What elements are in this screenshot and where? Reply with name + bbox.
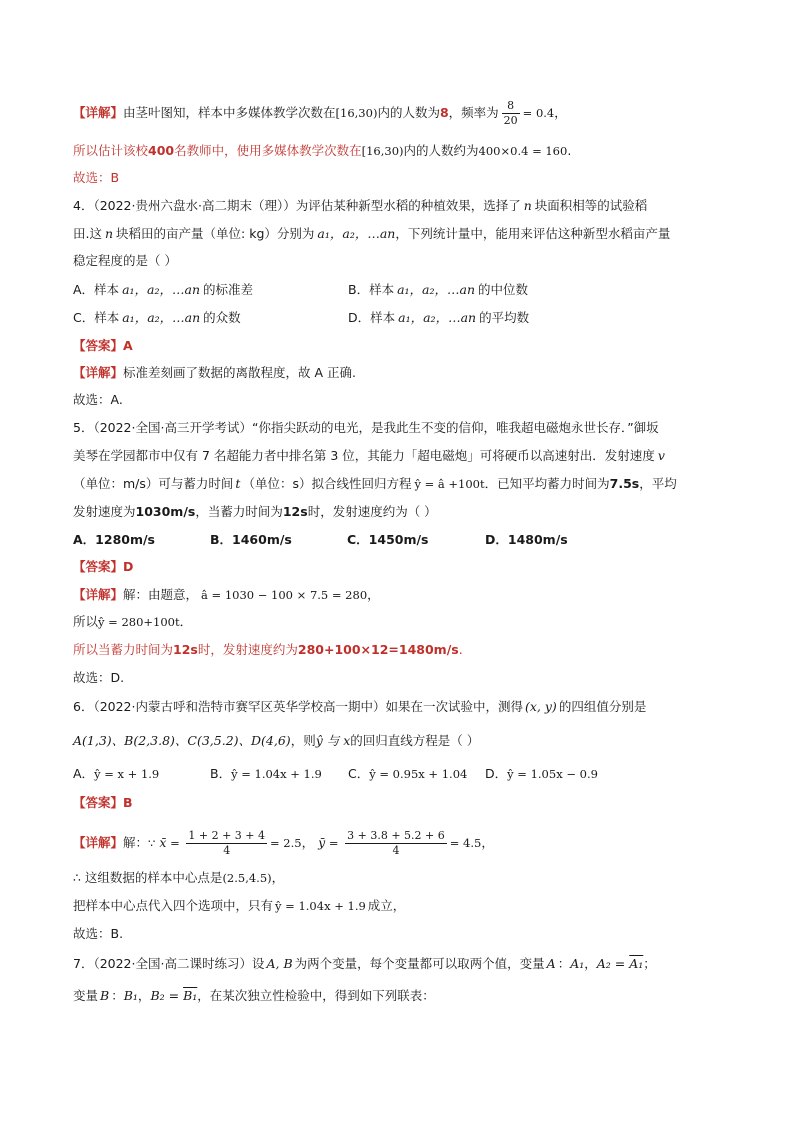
label: C．样本: [73, 310, 120, 325]
q5-line-4: [73, 502, 437, 522]
sequence: a₁，a₂，…an: [122, 310, 201, 325]
text: ，平均: [639, 476, 677, 491]
text: ．已知平均蓄力时间为: [484, 476, 610, 491]
q6-choose: 故选：B.: [73, 926, 124, 941]
q4-line-1: [73, 196, 647, 216]
denominator: 4: [392, 844, 400, 857]
q5-line-2: [73, 446, 665, 466]
text: 发射速度为: [73, 504, 136, 519]
regression-equation: ŷ = â +100t: [414, 477, 485, 491]
q4-detail: [73, 363, 356, 383]
choose-line: 故选：B: [73, 170, 120, 185]
result: 280+100×12=1480m/s: [297, 642, 459, 657]
q6-option-c[interactable]: [348, 764, 467, 784]
text: 的四组值分别是: [558, 699, 647, 714]
equation: ŷ = 1.04x + 1.9: [275, 899, 366, 913]
sequence: a₁，a₂，…an: [122, 282, 200, 297]
x-mean-fraction: [186, 829, 267, 858]
q4-answer: [73, 336, 133, 356]
q4-option-a[interactable]: [73, 280, 253, 300]
text: ，在某次独立性检验中，得到如下列联表：: [197, 988, 435, 1003]
q5-line-3: [73, 474, 677, 494]
equation: ŷ = 0.95x + 1.04: [369, 767, 468, 781]
q6-substitute: [73, 896, 405, 916]
text: 所以当蓄力时间为: [73, 642, 174, 657]
a1-bar: A₁: [629, 956, 644, 971]
punct: .: [567, 143, 572, 158]
y-mean-fraction: [345, 829, 447, 858]
x-mean: x̄: [159, 835, 167, 850]
text: 变量: [73, 988, 99, 1003]
q5-answer: [73, 557, 133, 577]
y-mean-result: = 4.5: [449, 836, 482, 850]
text: 田.这: [73, 226, 102, 241]
text: （单位：m/s）可与蓄力时间: [73, 476, 234, 491]
text: ，则: [290, 733, 316, 748]
detail-tag: 【详解】: [73, 835, 124, 850]
text: 块面积相等的试验稻: [534, 198, 648, 213]
text: 的众数: [203, 310, 241, 325]
avg-time: 7.5s: [609, 476, 640, 491]
q6-detail: 【详解】解：∵ x̄ = $\frac{1 + 2 + 3 + 4}{4}$ = 2.5， ȳ = $\frac{3 + 3.8 + 5.2 + 6}{4}$ = 4.5，: [73, 829, 494, 857]
answer-tag: 【答案】: [73, 559, 124, 574]
yx: ŷ 与 x: [315, 733, 351, 748]
text: 7．（2022·全国·高二课时练习）设: [73, 956, 265, 971]
text: 名教师中，使用多媒体教学次数在: [174, 143, 362, 158]
text: 所以估计该校: [73, 143, 149, 158]
numerator: 3 + 3.8 + 5.2 + 6: [347, 829, 445, 842]
text: （单位：s）拟合线性回归方程: [242, 476, 412, 491]
var-v: v: [657, 448, 665, 463]
denominator: 4: [223, 844, 231, 857]
a1: A₁: [570, 956, 585, 971]
label: B．: [210, 766, 232, 781]
var-n: n: [523, 198, 532, 213]
q5-choose: 故选：D.: [73, 670, 125, 685]
text: 的标准差: [203, 282, 254, 297]
detail-tag: 【详解】: [73, 105, 124, 120]
text: 成立，: [367, 898, 406, 913]
x-mean-result: = 2.5: [270, 836, 302, 850]
b1: B₁: [123, 988, 138, 1003]
numerator: 8: [502, 99, 520, 114]
vars: A, B: [266, 956, 293, 971]
q4-choose: 故选：A.: [73, 392, 123, 407]
detail-text: 标准差刻画了数据的离散程度，故 A 正确.: [123, 365, 356, 380]
q4-option-c[interactable]: [73, 308, 241, 328]
q5-line-1: 5．（2022·全国·高三开学考试）“你指尖跃动的电光，是我此生不变的信仰，唯我超电磁炮永世长存．”御坂: [73, 420, 659, 435]
numerator: 1 + 2 + 3 + 4: [188, 829, 265, 842]
q7-line-1: [73, 954, 656, 974]
equation: ŷ = 1.05x − 0.9: [507, 767, 598, 781]
punct: ，: [584, 956, 597, 971]
text: 时，发射速度约为（ ）: [307, 504, 437, 519]
q4-line-3: 稳定程度的是（ ）: [73, 253, 177, 268]
text: 时，发射速度约为: [197, 642, 298, 657]
q6-option-d[interactable]: [485, 764, 598, 784]
teacher-count: 400: [148, 143, 175, 158]
punct: ：: [557, 956, 571, 971]
text: 内的人数约为: [403, 143, 479, 158]
interval: [16,30): [361, 144, 404, 158]
label: D．样本: [348, 310, 396, 325]
q6-answer: [73, 793, 133, 813]
fraction: [502, 99, 520, 128]
var-n: n: [104, 226, 114, 241]
text: 解：由题意，: [123, 587, 199, 602]
text: 的回归直线方程是（ ）: [350, 733, 480, 748]
punct: ，: [271, 870, 285, 885]
intercept-calc: â = 1030 − 100 × 7.5 = 280: [201, 588, 368, 602]
equation: ŷ = 1.04x + 1.9: [231, 767, 322, 781]
text: ，频率为: [448, 105, 499, 120]
text: 内的人数为: [377, 105, 440, 120]
sequence: a₁，a₂，…an: [398, 310, 477, 325]
punct: ：: [111, 988, 124, 1003]
text: ，下列统计量中，能用来评估这种新型水稻亩产量: [395, 226, 671, 241]
text: 由茎叶图知，样本中多媒体教学次数在: [123, 105, 336, 120]
text: 块稻田的亩产量（单位: kg）分别为: [116, 226, 315, 241]
equation: ŷ = 280+100t: [98, 615, 180, 629]
detail-tag: 【详解】: [73, 365, 124, 380]
avg-speed: 1030m/s: [135, 504, 196, 519]
q7-line-2: [73, 986, 435, 1006]
text: 的平均数: [479, 310, 530, 325]
text: 为两个变量，每个变量都可以取两个值，变量: [294, 956, 545, 971]
q6-line-1: [73, 697, 646, 717]
q5-option-a[interactable]: A．1280m/s: [73, 532, 155, 547]
var-b: B: [100, 988, 110, 1003]
var-t: t: [235, 476, 241, 491]
solution-line-2: [73, 141, 571, 161]
answer-tag: 【答案】: [73, 795, 124, 810]
q6-option-a[interactable]: [73, 764, 159, 784]
q5-option-c[interactable]: C．1450m/s: [347, 532, 429, 547]
text: ∴ 这组数据的样本中心点是: [73, 870, 223, 885]
text: 所以: [73, 614, 99, 629]
sequence: a₁，a₂，…an: [317, 226, 396, 241]
detail-tag: 【详解】: [73, 587, 124, 602]
result: = 0.4: [522, 106, 555, 120]
q5-option-b[interactable]: B．1460m/s: [210, 532, 292, 547]
punct: ，: [554, 105, 567, 120]
y-mean: ȳ: [318, 835, 326, 850]
a2: A₂ =: [596, 956, 630, 971]
label: A．: [73, 766, 95, 781]
b2: B₂ =: [150, 988, 184, 1003]
punct: ，: [137, 988, 151, 1003]
var-a: A: [546, 956, 556, 971]
count-value: 8: [439, 105, 449, 120]
text: 4．（2022·贵州六盘水·高二期末（理））为评估某种新型水稻的种植效果，选择了: [73, 198, 521, 213]
q5-so: [73, 612, 192, 632]
q6-line-2: [73, 731, 479, 751]
center-point: (2.5,4.5): [222, 871, 272, 885]
punct: ，: [367, 587, 380, 602]
punct: .: [458, 642, 463, 657]
answer-value: D: [123, 559, 134, 574]
label: C．: [348, 766, 370, 781]
q6-option-b[interactable]: [210, 764, 322, 784]
q5-detail: [73, 585, 380, 605]
text: 的中位数: [478, 282, 529, 297]
points: A(1,3)、B(2,3.8)、C(3,5.2)、D(4,6): [73, 733, 291, 748]
q6-center: [73, 868, 284, 888]
pair: (x, y): [525, 699, 557, 714]
interval: [16,30): [335, 106, 378, 120]
answer-value: B: [123, 795, 133, 810]
text: 美琴在学园都市中仅有 7 名超能力者中排名第 3 位，其能力「超电磁炮」可将硬币以高速射出．发射速度: [73, 448, 655, 463]
text: 解：: [123, 835, 149, 850]
time-value: 12s: [173, 642, 198, 657]
q4-line-2: [73, 224, 670, 244]
label: B．样本: [348, 282, 395, 297]
label: A．样本: [73, 282, 120, 297]
punct: ．: [179, 614, 193, 629]
solution-line-1: [73, 99, 567, 128]
label: D．: [485, 766, 508, 781]
punct: ，: [301, 835, 315, 850]
expression: 400×0.4 = 160: [478, 144, 568, 158]
answer-tag: 【答案】: [73, 338, 124, 353]
b1-bar: B₁: [183, 988, 198, 1003]
punct: ；: [643, 956, 656, 971]
q5-conclusion: [73, 640, 463, 660]
q4-option-d[interactable]: [348, 308, 529, 328]
equation: ŷ = x + 1.9: [94, 767, 160, 781]
q5-option-d[interactable]: D．1480m/s: [485, 532, 568, 547]
time-value: 12s: [282, 504, 308, 519]
text: ，当蓄力时间为: [195, 504, 283, 519]
denominator: 20: [503, 114, 518, 127]
sequence: a₁，a₂，…an: [397, 282, 476, 297]
text: 6．（2022·内蒙古呼和浩特市赛罕区英华学校高一期中）如果在一次试验中，测得: [73, 699, 523, 714]
punct: ，: [481, 835, 494, 850]
because-symbol: ∵: [148, 836, 156, 850]
answer-value: A: [123, 338, 133, 353]
q4-option-b[interactable]: [348, 280, 528, 300]
text: 把样本中心点代入四个选项中，只有: [73, 898, 274, 913]
